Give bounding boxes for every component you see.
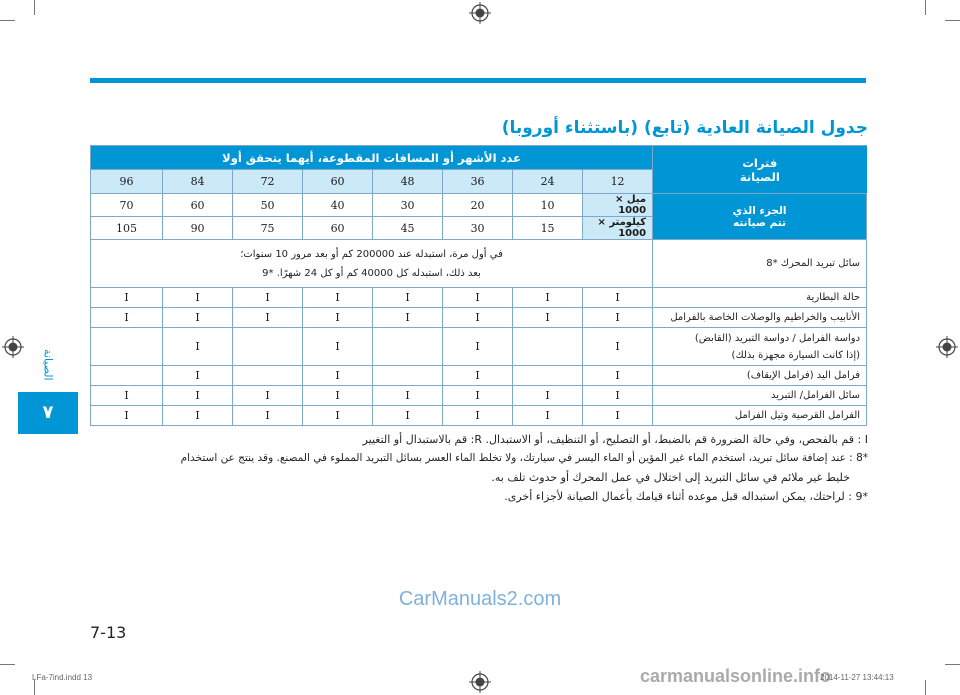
crop-mark [34, 680, 35, 695]
table-corner-header: فترات الصيانة [653, 146, 867, 194]
row-label-line: (إذا كانت السيارة مجهزة بذلك) [731, 349, 861, 361]
month-cell: 84 [163, 170, 233, 194]
table-header: عدد الأشهر أو المسافات المقطوعة، أيهما يتحقق أولا [91, 146, 653, 170]
footnotes [92, 430, 868, 506]
table-cell: I [513, 308, 583, 328]
table-cell: I [233, 386, 303, 406]
table-cell: I [373, 308, 443, 328]
row-label-line: دواسة الفرامل / دواسة التبريد (القابض) [694, 332, 861, 344]
page-number: 7-13 [90, 623, 127, 642]
footnote-line: *8 : عند إضافة سائل تبريد، استخدم الماء غير المؤين أو الماء اليسر في سيارتك، ولا تخلط الماء العسر بسائل التبريد المملوء في المصنع. وقد ينتج عن استخدام [180, 452, 868, 464]
row-label: الفرامل القرصية وتيل الفرامل [653, 406, 867, 426]
miles-label: ميل × 1000 [583, 194, 653, 217]
crop-mark [0, 20, 15, 21]
table-cell [91, 366, 163, 386]
table-cell: I [303, 406, 373, 426]
month-cell: 12 [583, 170, 653, 194]
table-cell: I [583, 366, 653, 386]
table-cell: I [163, 288, 233, 308]
month-cell: 96 [91, 170, 163, 194]
table-cell: I [583, 328, 653, 366]
table-cell: I [443, 366, 513, 386]
crop-mark [945, 20, 960, 21]
table-cell: I [303, 288, 373, 308]
month-cell: 48 [373, 170, 443, 194]
table-cell: I [91, 288, 163, 308]
table-cell: I [91, 308, 163, 328]
watermark[interactable]: CarManuals2.com [398, 588, 562, 610]
row-label: حالة البطارية [653, 288, 867, 308]
crop-mark [925, 680, 926, 695]
crop-mark [945, 664, 960, 665]
month-cell: 36 [443, 170, 513, 194]
km-cell: 30 [443, 217, 513, 240]
table-cell: I [233, 288, 303, 308]
table-cell: I [513, 406, 583, 426]
table-cell: I [233, 406, 303, 426]
miles-cell: 40 [303, 194, 373, 217]
table-cell: I [443, 328, 513, 366]
table-cell: I [583, 386, 653, 406]
table-cell: I [303, 328, 373, 366]
registration-mark-icon [936, 336, 958, 358]
table-cell [513, 328, 583, 366]
page-title: جدول الصيانة العادية (تابع) (باستثناء أوروبا) [501, 118, 868, 138]
table-cell: I [443, 308, 513, 328]
row-label: سائل تبريد المحرك *8 [653, 240, 867, 288]
registration-mark-icon [469, 671, 491, 693]
miles-cell: 70 [91, 194, 163, 217]
table-cell: I [443, 386, 513, 406]
footnote-line: خليط غير ملائم في سائل التبريد إلى اختلال في عمل المحرك أو حدوث تلف به. [491, 471, 850, 484]
table-cell: I [163, 328, 233, 366]
table-cell: I [583, 406, 653, 426]
table-cell: I [583, 288, 653, 308]
coolant-note [91, 240, 653, 288]
crop-mark [34, 0, 35, 15]
month-cell: 72 [233, 170, 303, 194]
crop-mark [925, 0, 926, 15]
table-cell: I [443, 288, 513, 308]
table-cell: I [233, 308, 303, 328]
miles-cell: 20 [443, 194, 513, 217]
month-cell: 60 [303, 170, 373, 194]
table-cell [373, 328, 443, 366]
table-cell [233, 328, 303, 366]
table-cell: I [373, 288, 443, 308]
km-cell: 90 [163, 217, 233, 240]
footer-date-info: 2014-11-27 13:44:13 [820, 673, 894, 682]
table-cell: I [443, 406, 513, 426]
table-cell: I [303, 386, 373, 406]
miles-cell: 60 [163, 194, 233, 217]
month-cell: 24 [513, 170, 583, 194]
row-label: سائل الفرامل/ التبريد [653, 386, 867, 406]
registration-mark-icon [469, 2, 491, 24]
row-label: الأنابيب والخراطيم والوصلات الخاصة بالفرامل [653, 308, 867, 328]
table-cell [513, 366, 583, 386]
table-cell: I [163, 308, 233, 328]
table-cell: I [373, 406, 443, 426]
table-cell [233, 366, 303, 386]
footer-file-info: LFa-7ind.indd 13 [32, 673, 93, 682]
table-cell: I [163, 366, 233, 386]
chapter-side-label: الصيانة [41, 349, 55, 381]
row-label: فرامل اليد (فرامل الإيقاف) [653, 366, 867, 386]
table-cell: I [163, 406, 233, 426]
km-cell: 105 [91, 217, 163, 240]
maintenance-table [90, 145, 867, 426]
footnote-line: *9 : لراحتك، يمكن استبداله قبل موعده أثناء قيامك بأعمال الصيانة لأجزاء أخرى. [504, 490, 868, 503]
crop-mark [0, 664, 15, 665]
chapter-tab[interactable]: ٧ [18, 392, 78, 434]
table-cell: I [163, 386, 233, 406]
miles-cell: 30 [373, 194, 443, 217]
group-label: الجزء الذي تتم صيانته [653, 194, 867, 240]
row-label [653, 328, 867, 366]
table-cell: I [91, 386, 163, 406]
footnote-line: I : قم بالفحص، وفي حالة الضرورة قم بالضبط، أو التصليح، أو التنظيف، أو الاستبدال. R: قم بالاستبدال أو التغيير [362, 433, 868, 446]
km-cell: 75 [233, 217, 303, 240]
table-cell: I [303, 366, 373, 386]
footer-brand-watermark[interactable]: carmanualsonline.info [640, 666, 832, 686]
coolant-note-line: في أول مرة، استبدله عند 200000 كم أو بعد مرور 10 سنوات؛ [240, 248, 503, 260]
table-cell: I [583, 308, 653, 328]
table-cell: I [513, 386, 583, 406]
km-cell: 45 [373, 217, 443, 240]
km-cell: 15 [513, 217, 583, 240]
table-cell [373, 366, 443, 386]
table-cell: I [373, 386, 443, 406]
header-rule [90, 78, 866, 83]
km-label: كيلومتر × 1000 [583, 217, 653, 240]
miles-cell: 50 [233, 194, 303, 217]
km-cell: 60 [303, 217, 373, 240]
table-cell: I [513, 288, 583, 308]
table-cell: I [303, 308, 373, 328]
table-cell: I [91, 406, 163, 426]
table-cell [91, 328, 163, 366]
coolant-note-line: بعد ذلك، استبدله كل 40000 كم أو كل 24 شهرًا. *9 [262, 267, 481, 279]
miles-cell: 10 [513, 194, 583, 217]
